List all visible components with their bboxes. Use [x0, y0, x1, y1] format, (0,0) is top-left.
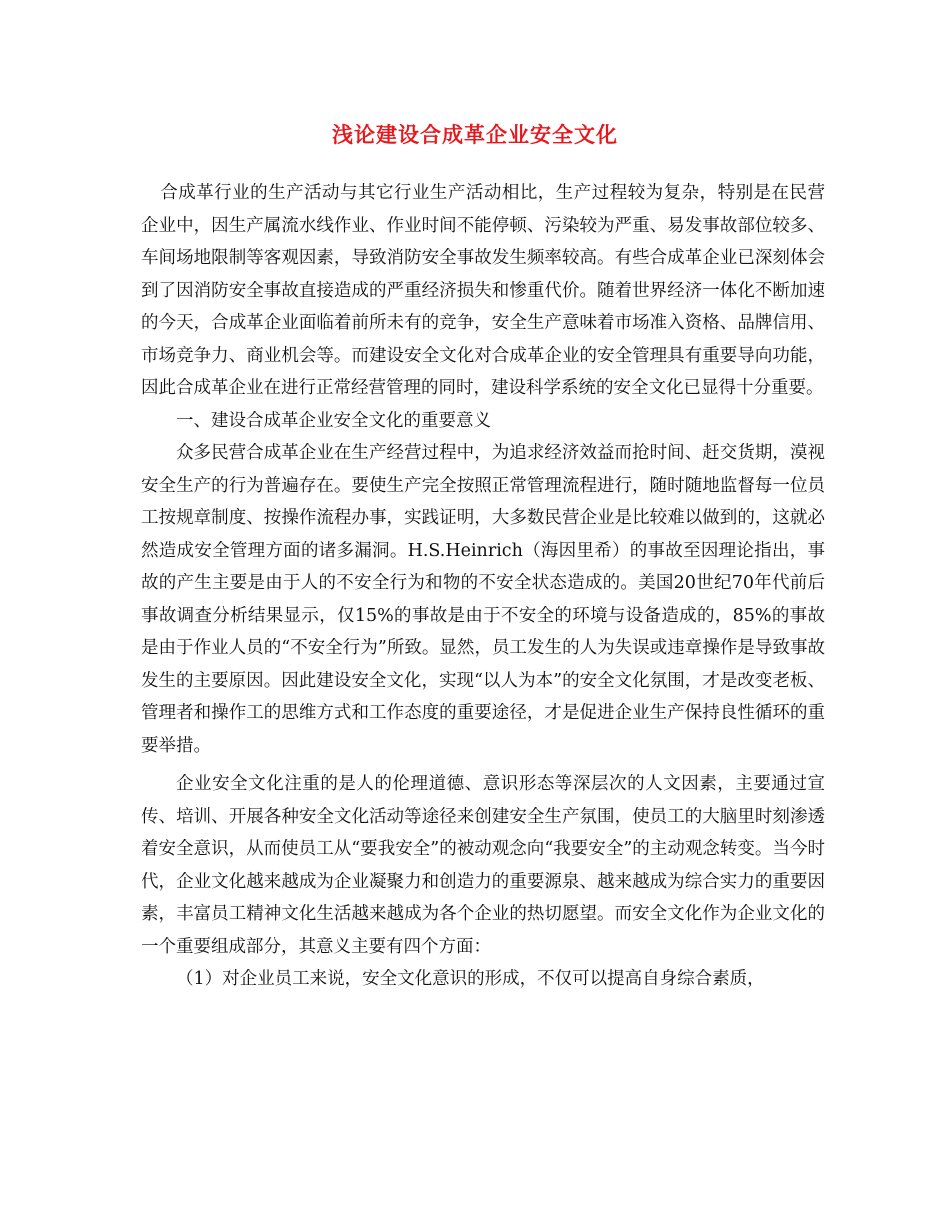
paragraph-point-1: （1）对企业员工来说，安全文化意识的形成，不仅可以提高自身综合素质， [176, 969, 765, 989]
document-body [141, 177, 825, 996]
paragraph-significance: 众多民营合成革企业在生产经营过程中，为追求经济效益而抢时间、赶交货期，漠视安全生产的行为普遍存在。要使生产完全按照正常管理流程进行，随时随地监督每一位员工按规章制度、按操作流程办事，实践证明，大多数民营企业是比较难以做到的，这就必然造成安全管理方面的诸多漏洞。H.S.Heinrich（海因里希）的事故至因理论指出，事故的产生主要是由于人的不安全行为和物的不安全状态造成的。美国20世纪70年代前后事故调查分析结果显示，仅15%的事故是由于不安全的环境与设备造成的，85%的事故是由于作业人员的“不安全行为”所致。显然，员工发生的人为失误或违章操作是导致事故发生的主要原因。因此建设安全文化，实现“以人为本”的安全文化氛围，才是改变老板、管理者和操作工的思维方式和工作态度的重要途径，才是促进企业生产保持良性循环的重要举措。 [141, 443, 825, 756]
document-title: 浅论建设合成革企业安全文化 [332, 122, 618, 147]
section-heading-1: 一、建设合成革企业安全文化的重要意义 [176, 410, 491, 431]
paragraph-culture-focus: 企业安全文化注重的是人的伦理道德、意识形态等深层次的人文因素，主要通过宣传、培训、开展各种安全文化活动等途径来创建安全生产氛围，使员工的大脑里时刻渗透着安全意识，从而使员工从“要我安全”的被动观念向“我要安全”的主动观念转变。当今时代，企业文化越来越成为企业凝聚力和创造力的重要源泉、越来越成为综合实力的重要因素，丰富员工精神文化生活越来越成为各个企业的热切愿望。而安全文化作为企业文化的一个重要组成部分，其意义主要有四个方面： [141, 774, 825, 957]
paragraph-intro: 合成革行业的生产活动与其它行业生产活动相比，生产过程较为复杂，特别是在民营企业中，因生产属流水线作业、作业时间不能停顿、污染较为严重、易发事故部位较多、车间场地限制等客观因素，导致消防安全事故发生频率较高。有些合成革企业已深刻体会到了因消防安全事故直接造成的严重经济损失和惨重代价。随着世界经济一体化不断加速的今天，合成革企业面临着前所未有的竞争，安全生产意味着市场准入资格、品牌信用、市场竞争力、商业机会等。而建设安全文化对合成革企业的安全管理具有重要导向功能，因此合成革企业在进行正常经营管理的同时，建设科学系统的安全文化已显得十分重要。 [141, 183, 825, 398]
